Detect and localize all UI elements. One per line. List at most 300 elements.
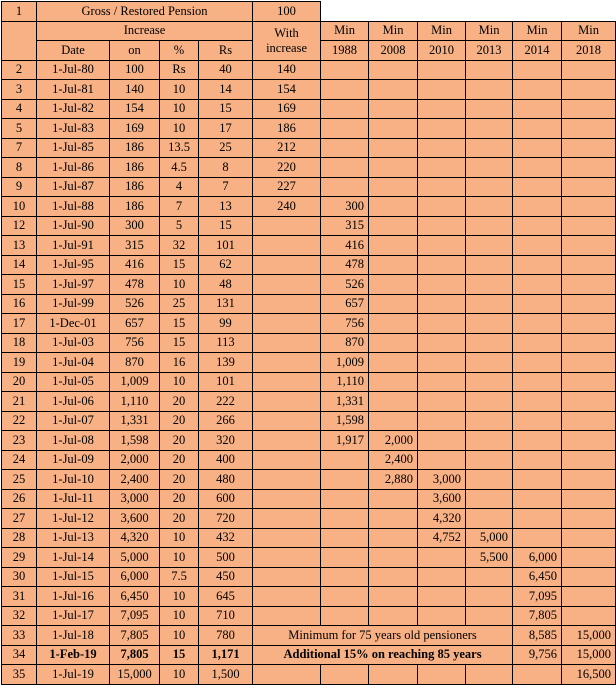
min-2018-cell <box>562 255 616 275</box>
min-1988-cell: 1,598 <box>321 411 369 431</box>
min-2018-cell <box>562 314 616 334</box>
with-increase-cell <box>253 236 321 256</box>
date-cell: 1-Jul-04 <box>37 353 110 373</box>
min-2014-cell <box>513 353 562 373</box>
min-1988-cell: 870 <box>321 333 369 353</box>
min-2014-cell <box>513 509 562 529</box>
percent-cell: 7.5 <box>160 567 199 587</box>
percent-cell: 10 <box>160 99 199 119</box>
date-cell: 1-Jul-95 <box>37 255 110 275</box>
row-number: 29 <box>2 548 37 568</box>
min-2013-cell <box>466 119 513 139</box>
date-cell: 1-Jul-14 <box>37 548 110 568</box>
min-2010-cell: 4,752 <box>418 528 466 548</box>
min-2014-cell <box>513 470 562 490</box>
min-2013-cell: 5,000 <box>466 528 513 548</box>
min-2010-cell <box>418 353 466 373</box>
rs-cell: 600 <box>199 489 253 509</box>
table-row <box>2 60 616 80</box>
min-2008-cell <box>369 236 418 256</box>
table-row <box>2 411 616 431</box>
row-number: 8 <box>2 158 37 178</box>
min-2010-cell <box>418 60 466 80</box>
row-number: 33 <box>2 626 37 646</box>
on-cell: 3,600 <box>110 509 160 529</box>
min-2014-cell <box>513 216 562 236</box>
date-cell: 1-Jul-18 <box>37 626 110 646</box>
percent-cell: 20 <box>160 450 199 470</box>
min-2018-cell <box>562 275 616 295</box>
on-cell: 100 <box>110 60 160 80</box>
on-cell: 2,400 <box>110 470 160 490</box>
min-2014-cell <box>513 450 562 470</box>
min-2018-cell <box>562 80 616 100</box>
min-1988-cell: 657 <box>321 294 369 314</box>
min-2014-cell <box>513 314 562 334</box>
row-number: 30 <box>2 567 37 587</box>
rs-cell: 25 <box>199 138 253 158</box>
row-number: 1 <box>2 2 37 22</box>
min-2010-cell <box>418 314 466 334</box>
min-2010-cell <box>418 587 466 607</box>
on-cell: 15,000 <box>110 665 160 685</box>
min-2013-cell <box>466 158 513 178</box>
min-2018-cell <box>562 119 616 139</box>
row-number: 31 <box>2 587 37 607</box>
on-cell: 870 <box>110 353 160 373</box>
min-2010-cell <box>418 548 466 568</box>
min-2008-cell <box>369 119 418 139</box>
row-number: 5 <box>2 119 37 139</box>
percent-cell: 4 <box>160 177 199 197</box>
min-2013-cell <box>466 236 513 256</box>
min-2008-cell <box>369 372 418 392</box>
min-1988-cell <box>321 606 369 626</box>
row-number: 28 <box>2 528 37 548</box>
min-2010-cell <box>418 392 466 412</box>
min-2013-cell <box>466 275 513 295</box>
min-2014-cell: 9,756 <box>513 645 562 665</box>
row-number: 20 <box>2 372 37 392</box>
date-cell: 1-Feb-19 <box>37 645 110 665</box>
rs-cell: 480 <box>199 470 253 490</box>
on-cell: 5,000 <box>110 548 160 568</box>
table-row <box>2 528 616 548</box>
rs-cell: 99 <box>199 314 253 334</box>
table-row <box>2 138 616 158</box>
min-2014-cell <box>513 275 562 295</box>
with-increase-cell <box>253 489 321 509</box>
min-header: Min <box>321 21 369 41</box>
on-cell: 1,331 <box>110 411 160 431</box>
min-2013-cell <box>466 411 513 431</box>
min-2013-cell: 5,500 <box>466 548 513 568</box>
with-increase-cell: 220 <box>253 158 321 178</box>
min-1988-cell: 300 <box>321 197 369 217</box>
min-1988-cell <box>321 567 369 587</box>
table-row-row35 <box>2 665 616 685</box>
min-2014-cell <box>513 158 562 178</box>
date-cell: 1-Jul-91 <box>37 236 110 256</box>
min-2018-cell <box>562 294 616 314</box>
table-row <box>2 177 616 197</box>
min-2014-cell: 6,000 <box>513 548 562 568</box>
table-row <box>2 99 616 119</box>
min-2014-cell <box>513 294 562 314</box>
percent-cell: 5 <box>160 216 199 236</box>
date-cell: 1-Jul-82 <box>37 99 110 119</box>
min-header: Min <box>369 21 418 41</box>
percent-cell: 25 <box>160 294 199 314</box>
on-cell: 1,110 <box>110 392 160 412</box>
min-2018-cell: 15,000 <box>562 645 616 665</box>
min-2008-cell <box>369 197 418 217</box>
with-increase-cell <box>253 333 321 353</box>
min-year-2013: 2013 <box>466 41 513 61</box>
on-cell: 1,009 <box>110 372 160 392</box>
row-number: 16 <box>2 294 37 314</box>
date-cell: 1-Jul-85 <box>37 138 110 158</box>
min-2010-cell <box>418 431 466 451</box>
rs-cell: 710 <box>199 606 253 626</box>
min-2008-cell <box>369 294 418 314</box>
min-2008-cell <box>369 392 418 412</box>
percent-cell: 15 <box>160 333 199 353</box>
on-cell: 300 <box>110 216 160 236</box>
table-row <box>2 509 616 529</box>
min-1988-cell <box>321 158 369 178</box>
min-2008-cell: 2,880 <box>369 470 418 490</box>
percent-cell: 15 <box>160 645 199 665</box>
percent-cell: 10 <box>160 372 199 392</box>
with-increase-cell <box>253 548 321 568</box>
row-number: 7 <box>2 138 37 158</box>
table-row <box>2 216 616 236</box>
min-2014-cell <box>513 333 562 353</box>
min-2008-cell <box>369 80 418 100</box>
row-number: 14 <box>2 255 37 275</box>
min-1988-cell <box>321 587 369 607</box>
rs-cell: 13 <box>199 197 253 217</box>
date-cell: 1-Jul-10 <box>37 470 110 490</box>
with-increase-cell <box>253 372 321 392</box>
table-row <box>2 275 616 295</box>
min-2018-cell <box>562 431 616 451</box>
with-increase-cell: 240 <box>253 197 321 217</box>
min-1988-cell <box>321 138 369 158</box>
min-2018-cell: 15,000 <box>562 626 616 646</box>
min-1988-cell: 756 <box>321 314 369 334</box>
min-2008-cell <box>369 177 418 197</box>
table-row <box>2 392 616 412</box>
min-2010-cell <box>418 119 466 139</box>
min-2013-cell <box>466 216 513 236</box>
rs-cell: 7 <box>199 177 253 197</box>
table-row <box>2 587 616 607</box>
row-number-header <box>2 21 37 60</box>
on-cell: 7,805 <box>110 645 160 665</box>
percent-cell: 20 <box>160 509 199 529</box>
min-2010-cell: 3,600 <box>418 489 466 509</box>
min-2013-cell <box>466 99 513 119</box>
min-2014-cell <box>513 392 562 412</box>
header-row-1 <box>2 2 616 22</box>
min-1988-cell <box>321 528 369 548</box>
date-cell: 1-Jul-81 <box>37 80 110 100</box>
on-cell: 186 <box>110 138 160 158</box>
min-1988-cell: 1,917 <box>321 431 369 451</box>
table-row <box>2 314 616 334</box>
rs-cell: 17 <box>199 119 253 139</box>
min-1988-cell: 315 <box>321 216 369 236</box>
date-cell: 1-Jul-13 <box>37 528 110 548</box>
min-1988-cell <box>321 80 369 100</box>
row-number: 27 <box>2 509 37 529</box>
min-2008-cell <box>369 587 418 607</box>
min-2014-cell <box>513 177 562 197</box>
rs-cell: 450 <box>199 567 253 587</box>
row-number: 4 <box>2 99 37 119</box>
date-cell: 1-Jul-88 <box>37 197 110 217</box>
min-1988-cell <box>321 119 369 139</box>
percent-cell: 20 <box>160 392 199 412</box>
min-2010-cell <box>418 138 466 158</box>
min-1988-cell <box>321 548 369 568</box>
min-2013-cell <box>466 372 513 392</box>
date-cell: 1-Jul-03 <box>37 333 110 353</box>
min-2018-cell <box>562 99 616 119</box>
percent-cell: 13.5 <box>160 138 199 158</box>
min-2014-cell: 7,095 <box>513 587 562 607</box>
row-number: 3 <box>2 80 37 100</box>
date-cell: 1-Jul-99 <box>37 294 110 314</box>
min-2010-cell <box>418 294 466 314</box>
on-cell: 526 <box>110 294 160 314</box>
on-cell: 154 <box>110 99 160 119</box>
empty-cell <box>321 665 369 685</box>
min-2018-cell <box>562 470 616 490</box>
increase-header: Increase <box>37 21 253 41</box>
table-row <box>2 158 616 178</box>
percent-cell: 10 <box>160 606 199 626</box>
with-increase-cell <box>253 450 321 470</box>
rs-header: Rs <box>199 41 253 61</box>
min-2008-cell <box>369 548 418 568</box>
min-2010-cell <box>418 80 466 100</box>
percent-cell: 20 <box>160 470 199 490</box>
on-cell: 315 <box>110 236 160 256</box>
min-1988-cell: 1,331 <box>321 392 369 412</box>
on-cell: 7,805 <box>110 626 160 646</box>
min-2014-cell <box>513 431 562 451</box>
row-number: 13 <box>2 236 37 256</box>
min-2014-cell: 6,450 <box>513 567 562 587</box>
on-cell: 416 <box>110 255 160 275</box>
with-increase-cell: 212 <box>253 138 321 158</box>
percent-cell: 20 <box>160 411 199 431</box>
min-2018-cell <box>562 60 616 80</box>
on-cell: 186 <box>110 177 160 197</box>
table-row <box>2 470 616 490</box>
min-1988-cell <box>321 470 369 490</box>
with-increase-cell <box>253 314 321 334</box>
min-2018-cell <box>562 138 616 158</box>
date-cell: 1-Jul-83 <box>37 119 110 139</box>
rs-cell: 1,500 <box>199 665 253 685</box>
table-title: Gross / Restored Pension <box>37 2 253 22</box>
percent-cell: 10 <box>160 626 199 646</box>
row-number: 35 <box>2 665 37 685</box>
date-cell: 1-Jul-06 <box>37 392 110 412</box>
table-row <box>2 255 616 275</box>
min-2008-cell <box>369 567 418 587</box>
min-2018-cell <box>562 158 616 178</box>
with-increase-cell <box>253 255 321 275</box>
empty-cell <box>466 665 513 685</box>
table-row-row33 <box>2 626 616 646</box>
min-2010-cell <box>418 275 466 295</box>
with-increase-cell <box>253 606 321 626</box>
min-2008-cell <box>369 528 418 548</box>
empty-cell <box>369 665 418 685</box>
with-increase-cell <box>253 411 321 431</box>
date-cell: 1-Jul-15 <box>37 567 110 587</box>
min-2010-cell <box>418 158 466 178</box>
date-cell: 1-Jul-17 <box>37 606 110 626</box>
min-2010-cell: 3,000 <box>418 470 466 490</box>
min-2010-cell <box>418 99 466 119</box>
min-2014-cell <box>513 138 562 158</box>
note-cell: Minimum for 75 years old pensioners <box>253 626 513 646</box>
min-2008-cell <box>369 138 418 158</box>
min-2010-cell <box>418 411 466 431</box>
date-cell: 1-Jul-09 <box>37 450 110 470</box>
min-2014-cell <box>513 255 562 275</box>
on-cell: 186 <box>110 197 160 217</box>
rs-cell: 14 <box>199 80 253 100</box>
min-1988-cell: 478 <box>321 255 369 275</box>
date-header: Date <box>37 41 110 61</box>
with-increase-cell: 154 <box>253 80 321 100</box>
row-number: 18 <box>2 333 37 353</box>
table-row <box>2 119 616 139</box>
min-2013-cell <box>466 80 513 100</box>
percent-cell: 15 <box>160 255 199 275</box>
min-2018-cell <box>562 353 616 373</box>
with-increase-cell <box>253 509 321 529</box>
min-2008-cell <box>369 216 418 236</box>
row-number: 12 <box>2 216 37 236</box>
min-2013-cell <box>466 587 513 607</box>
date-cell: 1-Jul-86 <box>37 158 110 178</box>
row-number: 23 <box>2 431 37 451</box>
date-cell: 1-Jul-16 <box>37 587 110 607</box>
table-row <box>2 567 616 587</box>
with-increase-line1: With <box>274 25 299 40</box>
min-2014-cell <box>513 99 562 119</box>
base-value: 100 <box>253 2 321 22</box>
date-cell: 1-Jul-87 <box>37 177 110 197</box>
with-increase-cell <box>253 567 321 587</box>
min-2018-cell <box>562 236 616 256</box>
on-cell: 6,000 <box>110 567 160 587</box>
min-2013-cell <box>466 177 513 197</box>
min-1988-cell <box>321 177 369 197</box>
pension-table <box>1 1 616 685</box>
min-1988-cell: 416 <box>321 236 369 256</box>
min-2018-cell <box>562 197 616 217</box>
min-2010-cell <box>418 606 466 626</box>
table-row <box>2 80 616 100</box>
min-2018-cell <box>562 489 616 509</box>
on-cell: 2,000 <box>110 450 160 470</box>
rs-cell: 222 <box>199 392 253 412</box>
min-year-1988: 1988 <box>321 41 369 61</box>
min-2018-cell <box>562 567 616 587</box>
note-cell: Additional 15% on reaching 85 years <box>253 645 513 665</box>
row-number: 32 <box>2 606 37 626</box>
min-2010-cell <box>418 236 466 256</box>
percent-cell: 4.5 <box>160 158 199 178</box>
percent-cell: 10 <box>160 587 199 607</box>
rs-cell: 139 <box>199 353 253 373</box>
min-2014-cell <box>513 489 562 509</box>
on-cell: 186 <box>110 158 160 178</box>
min-2008-cell <box>369 333 418 353</box>
row-number: 2 <box>2 60 37 80</box>
min-2008-cell <box>369 353 418 373</box>
on-cell: 7,095 <box>110 606 160 626</box>
rs-cell: 500 <box>199 548 253 568</box>
min-2014-cell <box>513 60 562 80</box>
min-2013-cell <box>466 353 513 373</box>
min-1988-cell <box>321 99 369 119</box>
table-row <box>2 353 616 373</box>
min-2013-cell <box>466 138 513 158</box>
min-2010-cell <box>418 567 466 587</box>
min-2008-cell <box>369 158 418 178</box>
min-2013-cell <box>466 450 513 470</box>
min-2013-cell <box>466 392 513 412</box>
min-2013-cell <box>466 470 513 490</box>
min-2008-cell <box>369 606 418 626</box>
on-cell: 6,450 <box>110 587 160 607</box>
row-number: 17 <box>2 314 37 334</box>
date-cell: 1-Jul-08 <box>37 431 110 451</box>
row-number: 24 <box>2 450 37 470</box>
min-2018-cell <box>562 450 616 470</box>
header-row-2 <box>2 21 616 41</box>
min-2018-cell <box>562 177 616 197</box>
min-header: Min <box>418 21 466 41</box>
min-2014-cell <box>513 372 562 392</box>
on-cell: 657 <box>110 314 160 334</box>
table-row <box>2 606 616 626</box>
percent-cell: 10 <box>160 528 199 548</box>
min-2014-cell <box>513 528 562 548</box>
min-2013-cell <box>466 567 513 587</box>
min-2013-cell <box>466 60 513 80</box>
min-2014-cell <box>513 119 562 139</box>
rs-cell: 720 <box>199 509 253 529</box>
on-cell: 1,598 <box>110 431 160 451</box>
table-row <box>2 236 616 256</box>
percent-cell: 7 <box>160 197 199 217</box>
with-increase-cell <box>253 294 321 314</box>
min-2018-cell <box>562 333 616 353</box>
min-1988-cell <box>321 60 369 80</box>
min-2010-cell <box>418 372 466 392</box>
